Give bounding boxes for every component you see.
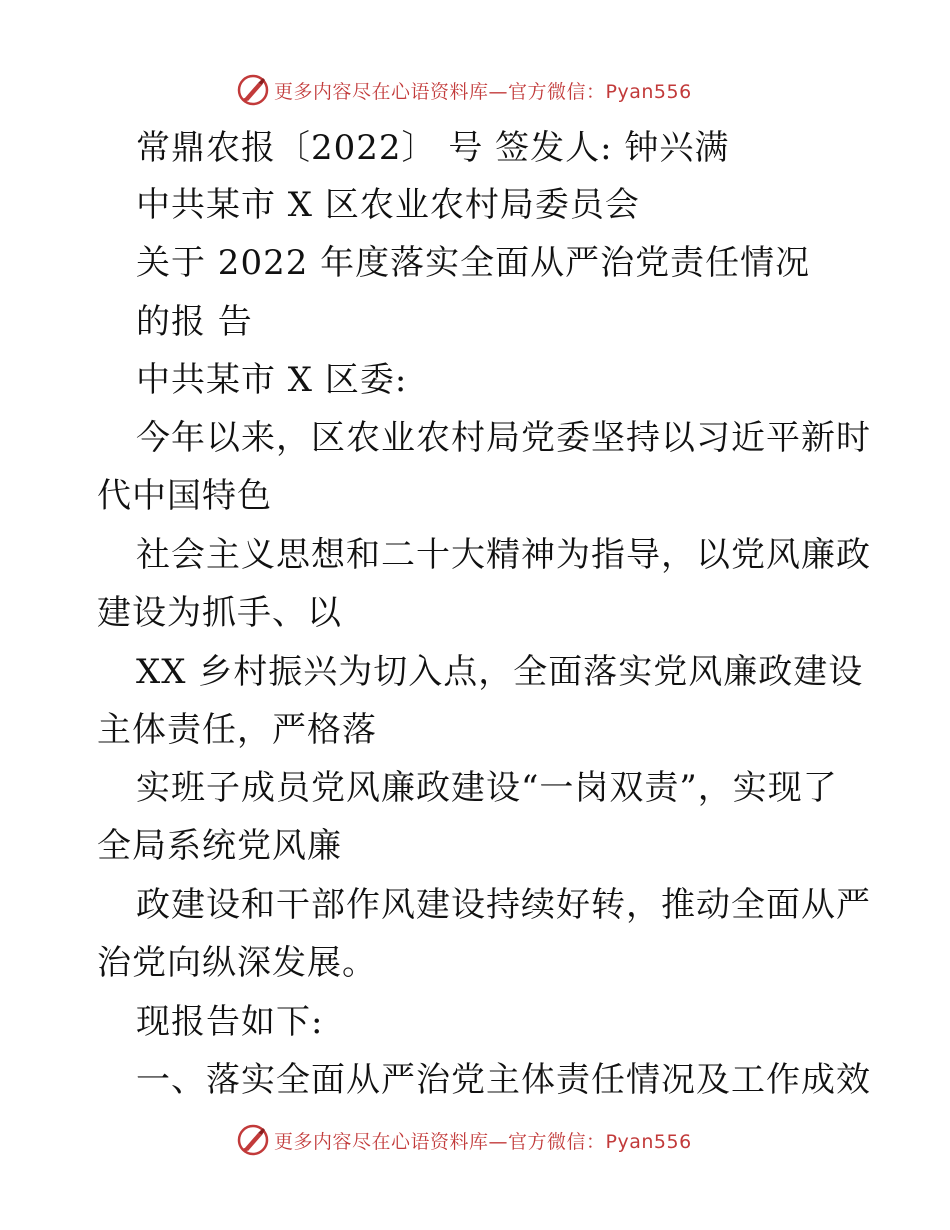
section-1-heading: 一、落实全面从严治党主体责任情况及工作成效 xyxy=(136,1060,871,1100)
paragraph-1-line-1: 今年以来，区农业农村局党委坚持以习近平新时 xyxy=(136,418,871,458)
report-intro: 现报告如下: xyxy=(136,1002,324,1042)
title-line-1: 关于 2022 年度落实全面从严治党责任情况 xyxy=(136,243,811,283)
paragraph-3-line-1: XX 乡村振兴为切入点，全面落实党风廉政建设 xyxy=(136,652,864,692)
paragraph-2-line-1: 社会主义思想和二十大精神为指导，以党风廉政 xyxy=(136,535,871,575)
organization-line: 中共某市 X 区农业农村局委员会 xyxy=(136,185,640,225)
paragraph-5-line-1: 政建设和干部作风建设持续好转，推动全面从严 xyxy=(136,885,871,925)
watermark-header xyxy=(236,72,796,108)
paragraph-4-line-2: 全局系统党风廉 xyxy=(97,826,342,866)
brush-logo-icon xyxy=(236,73,270,107)
paragraph-1-line-2: 代中国特色 xyxy=(97,476,272,516)
brush-logo-icon xyxy=(236,1123,270,1157)
addressee: 中共某市 X 区委: xyxy=(136,360,408,400)
paragraph-5-line-2: 治党向纵深发展。 xyxy=(97,943,377,983)
title-line-2: 的报 告 xyxy=(136,302,253,342)
header-line: 常鼎农报〔2022〕 号 签发人: 钟兴满 xyxy=(136,128,730,168)
paragraph-2-line-2: 建设为抓手、以 xyxy=(97,593,342,633)
paragraph-3-line-2: 主体责任，严格落 xyxy=(97,710,377,750)
watermark-footer xyxy=(236,1122,796,1158)
watermark-text: 更多内容尽在心语资料库—官方微信：Pyan556 xyxy=(274,80,692,103)
watermark-text: 更多内容尽在心语资料库—官方微信：Pyan556 xyxy=(274,1130,692,1153)
paragraph-4-line-1: 实班子成员党风廉政建设“一岗双责”，实现了 xyxy=(136,768,838,808)
